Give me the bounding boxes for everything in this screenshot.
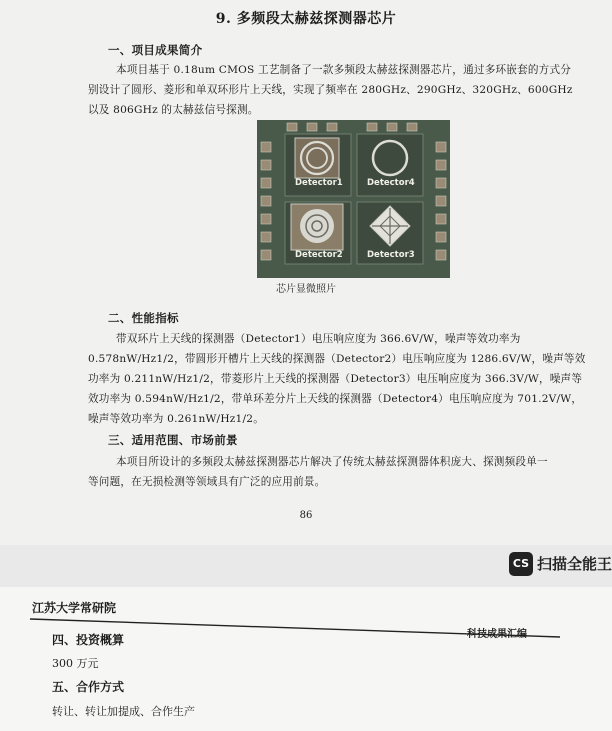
detector3-label: Detector3 [367, 250, 415, 260]
section-3-line-1: 本项目所设计的多频段太赫兹探测器芯片解决了传统太赫兹探测器体积庞大、探测频段单一 [116, 456, 548, 468]
detector1-antenna [295, 138, 339, 178]
section-1-heading: 一、项目成果简介 [108, 43, 203, 57]
section-2-line-4: 效功率为 0.594nW/Hz1/2，带单环差分片上天线的探测器（Detector4）电压响应度为 701.2V/W， [88, 393, 583, 405]
detector2-antenna [291, 204, 343, 250]
page-number: 86 [299, 510, 313, 521]
section-2-line-1: 带双环片上天线的探测器（Detector1）电压响应度为 366.6V/W，噪声等效功率为 [116, 333, 521, 345]
page-title: 9. 多频段太赫兹探测器芯片 [215, 11, 397, 27]
section-4-text: 300 万元 [52, 657, 99, 670]
section-3-heading: 三、适用范围、市场前景 [108, 433, 238, 447]
section-2-line-2: 0.578nW/Hz1/2，带圆形开槽片上天线的探测器（Detector2）电压响应度为 1286.6V/W，噪声等效 [88, 353, 586, 365]
figure-caption: 芯片显微照片 [276, 284, 336, 295]
detector4-label: Detector4 [367, 178, 415, 188]
section-2-line-5: 噪声等效功率为 0.261nW/Hz1/2。 [88, 413, 264, 425]
section-1-line-2: 别设计了圆形、菱形和单双环形片上天线，实现了频率在 280GHz、290GHz、320GHz、600GHz [88, 84, 573, 96]
detector1-label: Detector1 [295, 178, 343, 188]
page-2-header-left: 江苏大学常研院 [32, 601, 117, 615]
scanned-page-2 [0, 587, 612, 731]
page-2-header-right: 科技成果汇编 [467, 629, 527, 640]
section-5-heading: 五、合作方式 [52, 680, 125, 694]
section-2-heading: 二、性能指标 [108, 311, 179, 325]
detector2-label: Detector2 [295, 250, 343, 260]
camscanner-logo-icon: CS [509, 552, 533, 576]
section-1-line-1: 本项目基于 0.18um CMOS 工艺制备了一款多频段太赫兹探测器芯片，通过多环嵌套的方式分 [116, 64, 572, 76]
section-5-text: 转让、转让加提成、合作生产 [52, 705, 195, 718]
chip-micrograph [257, 120, 450, 278]
camscanner-watermark: 扫描全能王 [537, 555, 612, 573]
section-3-line-2: 等问题，在无损检测等领域具有广泛的应用前景。 [88, 476, 326, 488]
section-2-line-3: 功率为 0.211nW/Hz1/2，带菱形片上天线的探测器（Detector3）电压响应度为 366.3V/W，噪声等 [88, 373, 583, 385]
section-1-line-3: 以及 806GHz 的太赫兹信号探测。 [88, 104, 259, 116]
section-4-heading: 四、投资概算 [52, 633, 125, 647]
